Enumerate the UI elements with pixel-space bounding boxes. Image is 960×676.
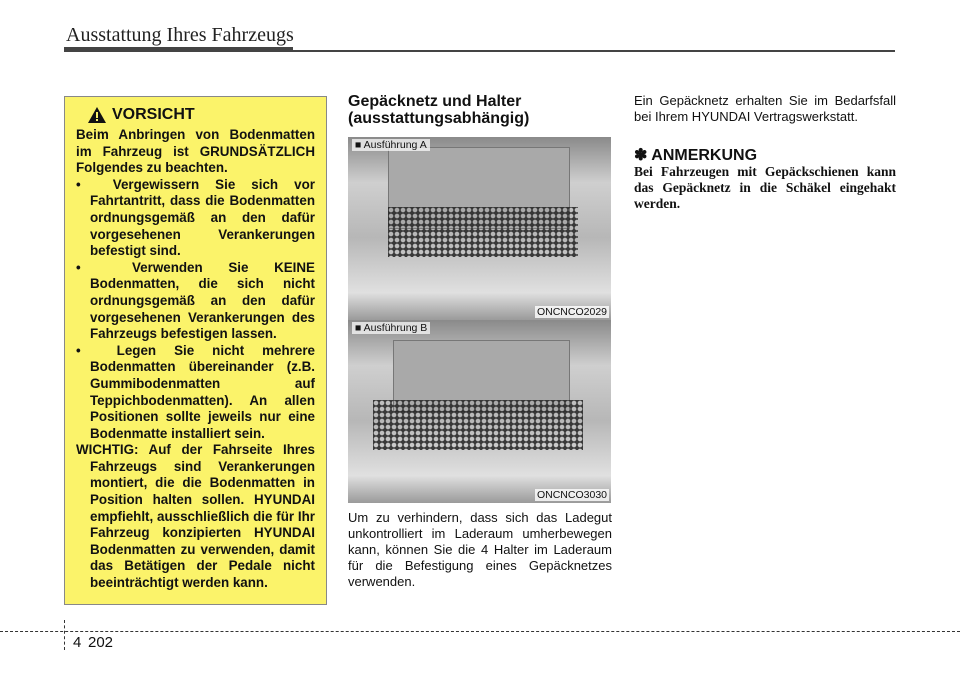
caution-box xyxy=(64,96,327,605)
caution-intro: Beim Anbringen von Bodenmatten im Fahrzeug ist GRUNDSÄTZLICH Folgendes zu beachten. xyxy=(76,127,315,176)
caution-bullet-text: Legen Sie nicht mehrere Bodenmatten übereinander (z.B. Gummibodenmatten auf Teppichbodenmatten). An allen Positionen sollte jeweils nur eine Bodenmatte installiert sein. xyxy=(90,342,315,441)
figure-code: ONCNCO2029 xyxy=(536,306,607,318)
right-body: Ein Gepäcknetz erhalten Sie im Bedarfsfall bei Ihrem HYUNDAI Vertragswerkstatt. xyxy=(634,93,896,124)
warning-triangle-icon xyxy=(88,107,106,123)
caution-bullet-text: Verwenden Sie KEINE Bodenmatten, die sich nicht ordnungsgemäß an den dafür vorgesehenen Verankerungen des Fahrzeugs befestigen lassen. xyxy=(90,259,315,342)
caution-bullet: • Legen Sie nicht mehrere Bodenmatten übereinander (z.B. Gummibodenmatten auf Teppichbodenmatten). An allen Positionen sollte jeweils nur eine Bodenmatte installiert sein. xyxy=(76,342,315,441)
header-title: Ausstattung Ihres Fahrzeugs xyxy=(66,24,294,46)
footer-divider xyxy=(64,620,65,650)
note-body: Bei Fahrzeugen mit Gepäckschienen kann das Gepäcknetz in die Schäkel eingehakt werden. xyxy=(634,164,896,211)
chapter-number: 4 xyxy=(73,634,82,651)
figure-code: ONCNCO3030 xyxy=(536,489,607,501)
caution-bullet: • Vergewissern Sie sich vor Fahrtantritt, dass die Bodenmatten ordnungsgemäß an den dafür vorgesehenen Verankerungen befestigt sind. xyxy=(76,176,315,259)
caution-heading xyxy=(88,105,315,125)
caution-bullet: • Verwenden Sie KEINE Bodenmatten, die sich nicht ordnungsgemäß an den dafür vorgesehenen Verankerungen des Fahrzeugs befestigen lassen. xyxy=(76,259,315,342)
figure-label: ■ Ausführung B xyxy=(352,322,430,334)
figure-cargo-net-a xyxy=(348,137,611,320)
section-body: Um zu verhindern, dass sich das Ladegut unkontrolliert im Laderaum umherbewegen kann, können Sie die 4 Halter im Laderaum für die Befestigung eines Gepäcknetzes verwenden. xyxy=(348,510,612,589)
figure-label: ■ Ausführung A xyxy=(352,139,430,151)
figure-cargo-net-b xyxy=(348,320,611,503)
page-number: 202 xyxy=(88,634,114,651)
note-title: ✽ ANMERKUNG xyxy=(634,147,758,164)
header-rule-accent xyxy=(64,47,293,52)
caution-title: VORSICHT xyxy=(112,105,195,123)
section-title: Gepäcknetz und Halter (ausstattungsabhängig) xyxy=(348,93,530,127)
caution-bullet-text: Vergewissern Sie sich vor Fahrtantritt, dass die Bodenmatten ordnungsgemäß an den dafür vorgesehenen Verankerungen befestigt sind. xyxy=(90,176,315,259)
caution-important: WICHTIG: Auf der Fahrseite Ihres Fahrzeugs sind Verankerungen montiert, die die Bodenmatten in Position halten sollen. HYUNDAI empfiehlt, ausschließlich die für Ihr Fahrzeug konzipierten HYUNDAI Bodenmatten zu verwenden, damit das Betätigen der Pedale nicht beeinträchtigt werden kann. xyxy=(76,442,315,591)
footer-rule xyxy=(0,631,960,632)
